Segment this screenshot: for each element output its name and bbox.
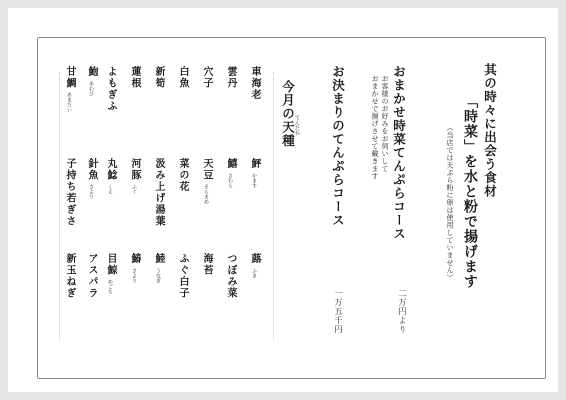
menu-item: 穴子 xyxy=(201,66,212,89)
menu-item: 菜の花 xyxy=(177,158,188,193)
menu-item: 蓮根 xyxy=(129,66,140,89)
menu-item: よもぎふ xyxy=(105,66,116,112)
menu-item: 鰆さより xyxy=(129,253,140,283)
omakase-description-1: お客様のお好みをお伺いして xyxy=(381,75,389,173)
menu-item: つぼみ菜 xyxy=(225,253,236,299)
column-guide xyxy=(59,72,61,340)
menu-item: 新筍 xyxy=(153,66,164,89)
menu-item: アスパラ xyxy=(86,253,97,299)
menu-item: 雲丹 xyxy=(225,66,236,89)
menu-item: 車海老 xyxy=(249,66,260,101)
menu-item: 鮃かます xyxy=(249,158,260,188)
set-course-title: お決まりのてんぷらコース xyxy=(330,65,346,227)
menu-item: 白魚 xyxy=(177,66,188,89)
menu-item: 新玉ねぎ xyxy=(64,253,75,299)
menu-item: 目鯨めごち xyxy=(105,253,116,294)
menu-item: 子持ち若ぎさ xyxy=(64,158,75,227)
menu-item: 針魚さより xyxy=(86,158,97,199)
menu-item: 鮑あわび xyxy=(86,66,97,96)
monthly-ingredients-ruby: てんだね xyxy=(294,115,300,135)
omakase-description-2: おまかせで揚げさせて戴きます xyxy=(371,75,379,180)
omakase-course-title: おまかせ時菜てんぷらコース xyxy=(391,65,407,241)
set-course-price: 一万五千円 xyxy=(334,289,343,334)
menu-item: 汲み上げ湯葉 xyxy=(153,158,164,227)
monthly-ingredients-title: 今月の天種 xyxy=(280,80,296,148)
menu-item: 天豆そらまめ xyxy=(201,158,212,204)
menu-item: ふぐ白子 xyxy=(177,253,188,299)
intro-note: （当店では天ぷら粉に卵は使用していません） xyxy=(446,124,454,282)
intro-line-2: 「時菜」を水と粉で揚げます xyxy=(462,94,478,289)
column-guide xyxy=(273,72,275,340)
menu-item: 鯥うなぎ xyxy=(153,253,164,283)
menu-item: 丸鯰くえ xyxy=(105,158,116,194)
menu-item: 河豚ふぐ xyxy=(129,158,140,194)
menu-item: 甘鯛あまだい xyxy=(64,66,75,112)
intro-line-1: 其の時々に出会う食材 xyxy=(482,63,498,198)
menu-item: 蕗ふき xyxy=(249,253,260,278)
menu-item: 海苔 xyxy=(201,253,212,276)
menu-item: 鱚さわら xyxy=(225,158,236,188)
omakase-price: 二万円より xyxy=(398,289,407,334)
